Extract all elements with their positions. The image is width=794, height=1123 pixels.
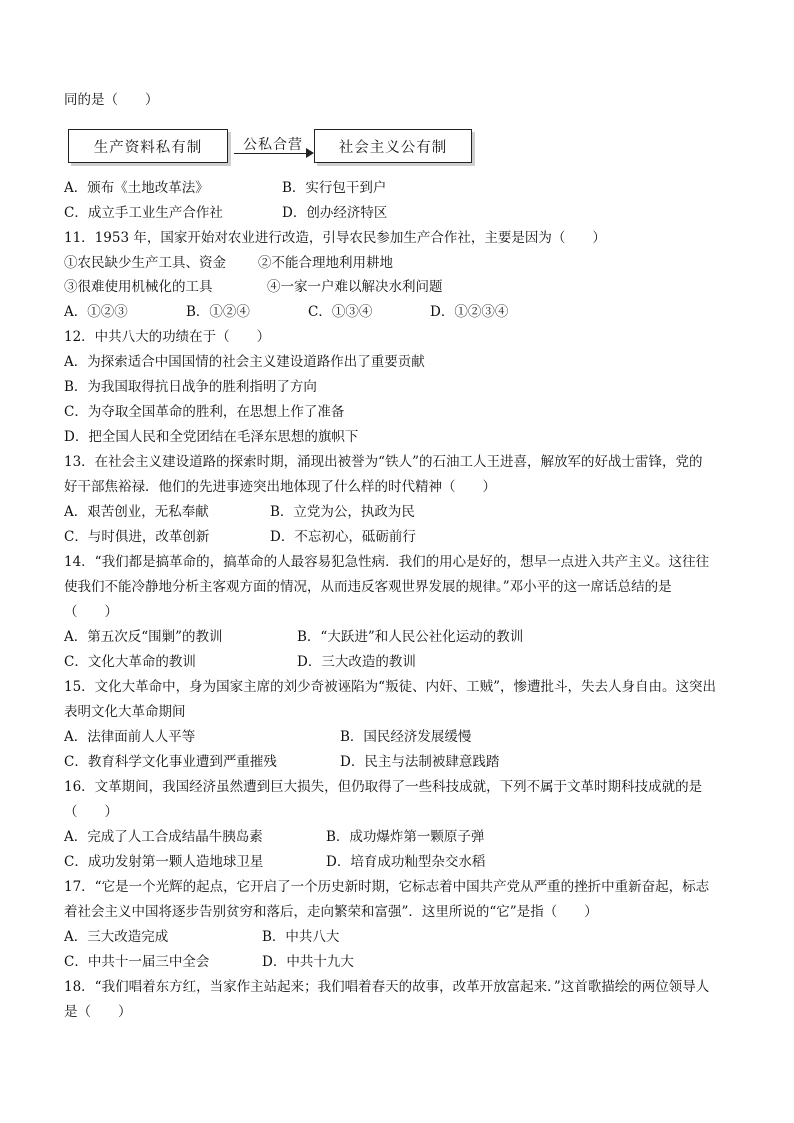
q13-option-c: C．与时俱进，改革创新 — [64, 529, 210, 545]
q17-option-d: D．中共十九大 — [262, 954, 354, 970]
q11-reason-1: ①农民缺少生产工具、资金 — [64, 255, 226, 271]
q15-option-d: D．民主与法制被肆意践踏 — [340, 754, 500, 770]
q16-stem-line2: （ ） — [64, 804, 118, 820]
q17-option-c: C．中共十一届三中全会 — [64, 954, 210, 970]
q11-reason-3: ③很难使用机械化的工具 — [64, 279, 213, 295]
q12-stem: 12．中共八大的功绩在于（ ） — [64, 329, 271, 345]
q13-option-a: A．艰苦创业，无私奉献 — [64, 504, 209, 520]
q16-option-b: B．成功爆炸第一颗原子弹 — [326, 829, 485, 845]
q14-option-b: B．“大跃进”和人民公社化运动的教训 — [297, 629, 524, 645]
q11-reason-2: ②不能合理地利用耕地 — [258, 255, 393, 271]
q13-stem-line2: 好干部焦裕禄．他们的先进事迹突出地体现了什么样的时代精神（ ） — [64, 479, 496, 495]
q11-option-b: B．①②④ — [186, 304, 250, 320]
q18-stem-line2: 是（ ） — [64, 1004, 132, 1020]
q10-option-a: A．颁布《土地改革法》 — [64, 180, 209, 196]
flow-arrow-head-icon — [306, 148, 314, 158]
q18-stem-line1: 18．“我们唱着东方红，当家作主站起来；我们唱着春天的故事，改革开放富起来．”这首歌描绘的两位领导人 — [64, 979, 710, 995]
q10-option-b: B．实行包干到户 — [282, 180, 387, 196]
q10-option-d: D．创办经济特区 — [282, 205, 388, 221]
q17-stem-line1: 17．“它是一个光辉的起点，它开启了一个历史新时期，它标志着中国共产党从严重的挫折中重新奋起，标志 — [64, 879, 710, 895]
q12-option-c: C．为夺取全国革命的胜利，在思想上作了准备 — [64, 404, 345, 420]
flow-arrow-line — [234, 153, 308, 154]
q14-stem-line3: （ ） — [64, 604, 118, 620]
q17-option-b: B．中共八大 — [262, 929, 340, 945]
q13-option-b: B．立党为公，执政为民 — [270, 504, 415, 520]
q11-reason-4: ④一家一户难以解决水利问题 — [267, 279, 443, 295]
q17-stem-line2: 着社会主义中国将逐步告别贫穷和落后，走向繁荣和富强”．这里所说的“它”是指（ ） — [64, 904, 598, 920]
q14-stem-line1: 14．“我们都是搞革命的，搞革命的人最容易犯急性病．我们的用心是好的，想早一点进入共产主义。这往往 — [64, 554, 710, 570]
q15-stem-line1: 15．文化大革命中，身为国家主席的刘少奇被诬陷为“叛徒、内奸、工贼”，惨遭批斗，失去人身自由。这突出 — [64, 679, 716, 695]
q13-stem-line1: 13．在社会主义建设道路的探索时期，涌现出被誉为“铁人”的石油工人王进喜，解放军的好战士雷锋，党的 — [64, 454, 703, 470]
q15-option-a: A．法律面前人人平等 — [64, 729, 196, 745]
q14-option-d: D．三大改造的教训 — [297, 654, 416, 670]
q11-stem: 11．1953 年，国家开始对农业进行改造，引导农民参加生产合作社，主要是因为（ ） — [64, 230, 606, 246]
q15-option-b: B．国民经济发展缓慢 — [340, 729, 472, 745]
q10-stem-tail: 同的是（ ） — [64, 92, 159, 108]
q15-option-c: C．教育科学文化事业遭到严重摧残 — [64, 754, 277, 770]
q12-option-d: D．把全国人民和全党团结在毛泽东思想的旗帜下 — [64, 429, 359, 445]
q16-option-a: A．完成了人工合成结晶牛胰岛素 — [64, 829, 263, 845]
q12-option-b: B．为我国取得抗日战争的胜利指明了方向 — [64, 379, 317, 395]
q17-option-a: A．三大改造完成 — [64, 929, 169, 945]
q14-option-a: A．第五次反“围剿”的教训 — [64, 629, 223, 645]
flow-arrow-label: 公私合营 — [243, 137, 303, 153]
q11-option-c: C．①③④ — [308, 304, 373, 320]
q10-option-c: C．成立手工业生产合作社 — [64, 205, 223, 221]
q16-stem-line1: 16．文革期间，我国经济虽然遭到巨大损失，但仍取得了一些科技成就，下列不属于文革时期科技成就的是 — [64, 779, 703, 795]
q10-flow-diagram — [68, 129, 474, 167]
q13-option-d: D．不忘初心，砥砺前行 — [270, 529, 416, 545]
q11-option-a: A．①②③ — [64, 304, 128, 320]
q15-stem-line2: 表明文化大革命期间 — [64, 704, 186, 720]
q11-option-d: D．①②③④ — [430, 304, 509, 320]
q16-option-c: C．成功发射第一颗人造地球卫星 — [64, 854, 264, 870]
q14-option-c: C．文化大革命的教训 — [64, 654, 196, 670]
flow-box-private-ownership: 生产资料私有制 — [68, 129, 228, 163]
q12-option-a: A．为探索适合中国国情的社会主义建设道路作出了重要贡献 — [64, 354, 425, 370]
q14-stem-line2: 使我们不能冷静地分析主客观方面的情况，从而违反客观世界发展的规律。”邓小平的这一席话总结的是 — [64, 579, 672, 595]
q16-option-d: D．培育成功籼型杂交水稻 — [326, 854, 486, 870]
flow-box-public-ownership: 社会主义公有制 — [314, 129, 472, 163]
